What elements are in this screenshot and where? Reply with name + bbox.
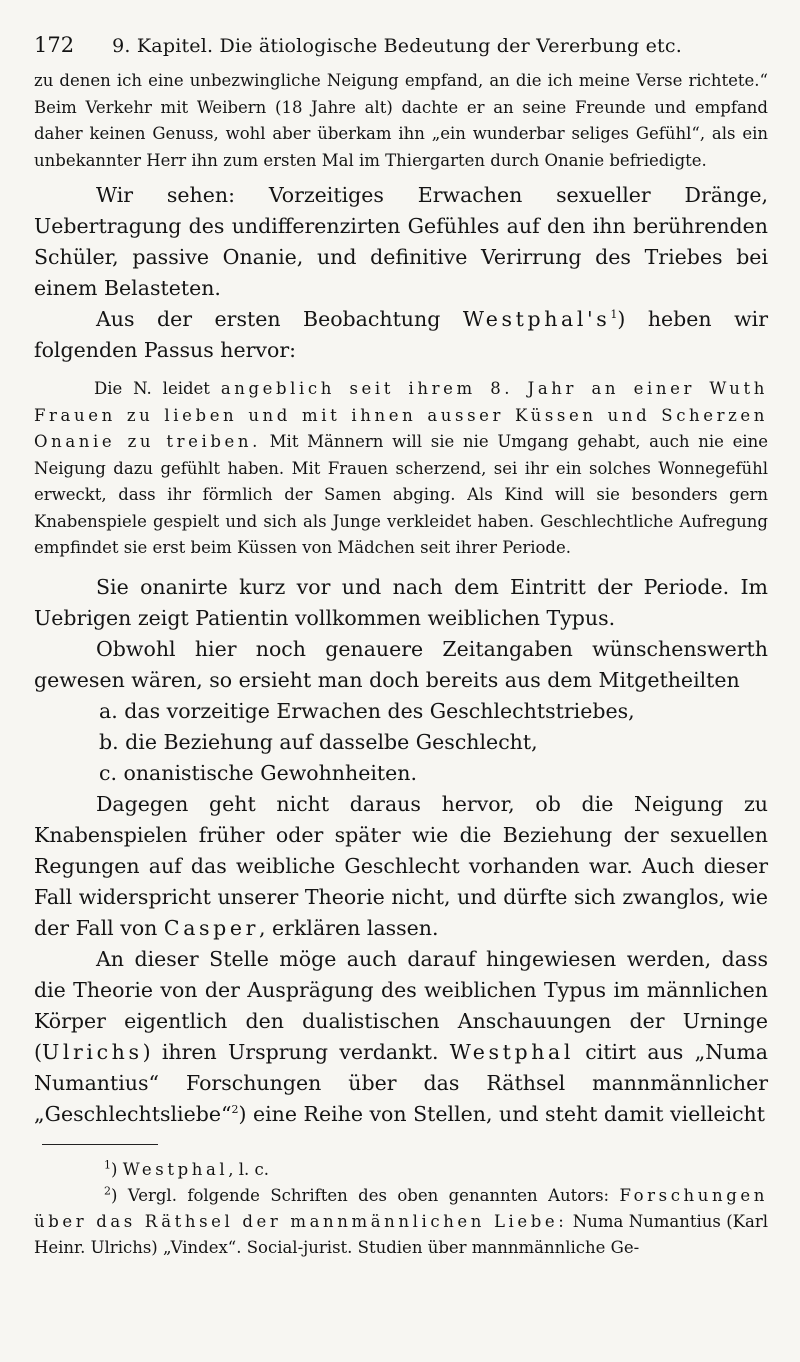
footnote-ref: 1 [610, 308, 618, 322]
paragraph-text: Die N. leidet [94, 379, 221, 398]
paragraph-text: ) ihren Ursprung verdankt. [142, 1039, 450, 1064]
footnote-mark: 1 [104, 1158, 111, 1171]
spaced-title: Forschungen über das Räthsel der mannmännlichen Liebe: [34, 1185, 768, 1231]
paragraph-casper [34, 789, 768, 944]
list-item: b. die Beziehung auf dasselbe Geschlecht, [99, 729, 538, 754]
footnote-text: ) Vergl. folgende Schriften des oben genannten Autors: [111, 1185, 620, 1205]
paragraph-text: citirt aus „Numa Numantius“ Forschungen über das Räthsel mannmännlicher „Geschlechtsliebe“ [34, 1039, 768, 1126]
spaced-emphasis: angeblich seit ihrem 8. Jahr an einer Wuth Frauen zu lieben und mit ihnen ausser Küssen und Scherzen Onanie zu treiben. [34, 379, 768, 451]
book-page [34, 28, 768, 1261]
spaced-name: Westphal [449, 1039, 574, 1064]
findings-list [34, 696, 768, 789]
paragraph-case-end: zu denen ich eine unbezwingliche Neigung empfand, an die ich meine Verse richtete.“ Beim Verkehr mit Weibern (18 Jahre alt) dachte er an seine Freunde und empfand daher keinen Genuss, wohl aber überkam ihn „ein wunderbar seliges Gefühl“, als ein unbekannter Herr ihn zum ersten Mal im Thiergarten durch Onanie befriedigte. [34, 71, 768, 170]
paragraph-text: ) eine Reihe von Stellen, und steht damit vielleicht [238, 1101, 765, 1126]
list-item: a. das vorzeitige Erwachen des Geschlechtstriebes, [99, 698, 635, 723]
page-number: 172 [34, 33, 75, 57]
spaced-name: Ulrichs [42, 1039, 143, 1064]
paragraph-text: An dieser Stelle möge auch darauf hingewiesen werden, dass die Theorie von der Ausprägung des weiblichen Typus im männlichen Körper eigentlich den dualistischen Anschauungen der Urninge ( [34, 946, 768, 1064]
footnote-text: Numa Numantius (Karl Heinr. Ulrichs) „Vindex“. Social-jurist. Studien über mannmännliche Ge- [34, 1211, 768, 1257]
running-header [34, 28, 768, 68]
paragraph-westphal-intro [34, 304, 768, 366]
spaced-name: Westphal's [462, 307, 611, 331]
paragraph-text: Mit Männern will sie nie Umgang gehabt, auch nie eine Neigung dazu gefühlt haben. Mit Frauen scherzend, sei ihr ein solches Wonnegefühl erweckt, dass ihr förmlich der Samen abging. Als Kind will sie besonders gern Knabenspiele gespielt und sich als Junge verkleidet haben. Geschlechtliche Aufregung empfindet sie erst beim Küssen von Mädchen seit ihrer Periode. [34, 432, 768, 557]
spaced-name: Casper [163, 915, 259, 940]
paragraph-ulrichs [34, 944, 768, 1130]
paragraph-conclusion: Obwohl hier noch genauere Zeitangaben wünschenswerth gewesen wären, so ersieht man doch bereits aus dem Mitgetheilten [34, 636, 768, 692]
quoted-case [34, 376, 768, 562]
paragraph-text: ) heben wir folgenden Passus hervor: [34, 307, 768, 362]
paragraph-onanie: Sie onanirte kurz vor und nach dem Eintritt der Periode. Im Uebrigen zeigt Patientin vollkommen weiblichen Typus. [34, 574, 768, 630]
footnote-mark: 2 [104, 1184, 111, 1197]
list-item: c. onanistische Gewohnheiten. [99, 760, 417, 785]
footnote-2 [34, 1183, 768, 1261]
spaced-name: Westphal [122, 1159, 229, 1179]
paragraph-text: Aus der ersten Beobachtung [96, 307, 463, 331]
chapter-title: 9. Kapitel. Die ätiologische Bedeutung der Vererbung etc. [112, 35, 682, 57]
footnote-text: , l. c. [228, 1159, 270, 1179]
footnote-divider [42, 1144, 158, 1145]
paragraph-summary: Wir sehen: Vorzeitiges Erwachen sexueller Dränge, Uebertragung des undifferenzirten Gefühles auf den ihn berührenden Schüler, passive Onanie, und definitive Verirrung des Triebes bei einem Belasteten. [34, 183, 768, 300]
footnote-ref: 2 [231, 1102, 239, 1116]
paragraph-text: , erklären lassen. [259, 915, 439, 940]
paragraph-text: Dagegen geht nicht daraus hervor, ob die Neigung zu Knabenspielen früher oder später wie die Beziehung der sexuellen Regungen auf das weibliche Geschlecht vorhanden war. Auch dieser Fall widerspricht unserer Theorie nicht, und dürfte sich zwanglos, wie der Fall von [34, 791, 768, 940]
footnote-1: $^1$) Westphal, l. c. [104, 1158, 270, 1179]
